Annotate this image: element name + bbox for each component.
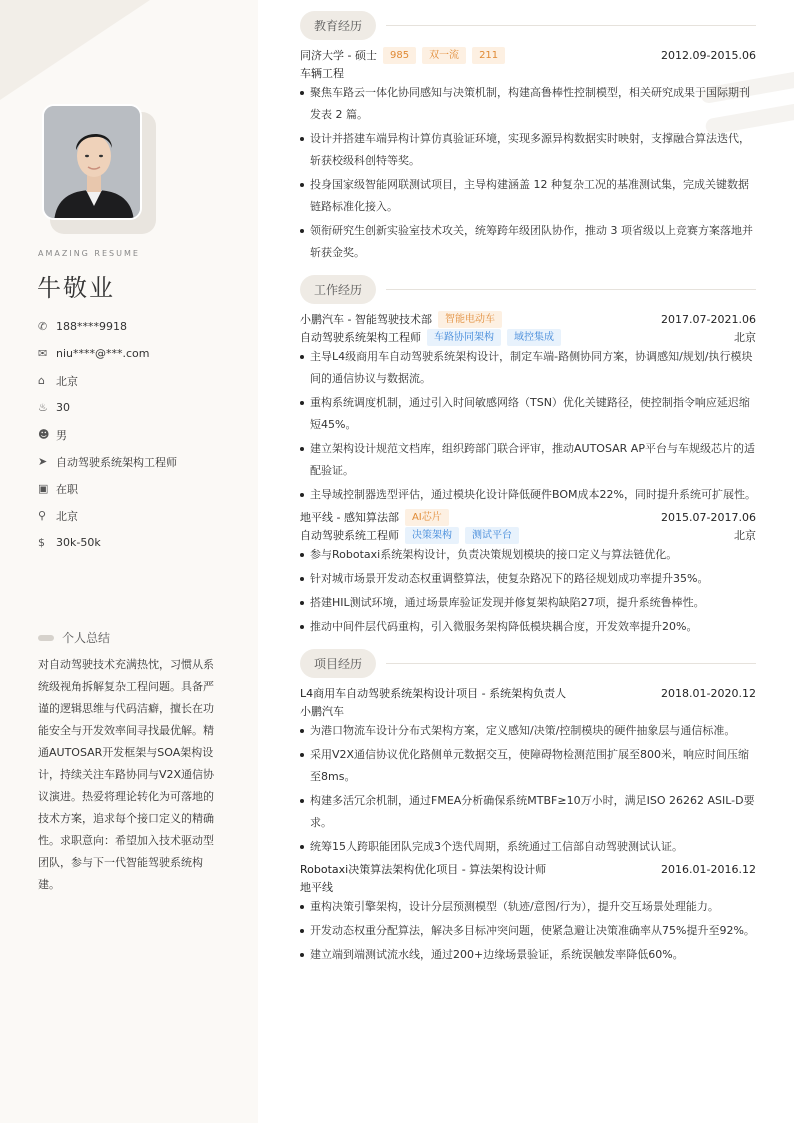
bullet-item: 投身国家级智能网联测试项目，主导构建涵盖 12 种复杂工况的基准测试集，完成关键数据链路标准化接入。: [300, 174, 756, 218]
bullet-item: 构建多活冗余机制，通过FMEA分析确保系统MTBF≥10万小时，满足ISO 26262 ASIL-D要求。: [300, 790, 756, 834]
bullet-item: 针对城市场景开发动态权重调整算法，使复杂路况下的路径规划成功率提升35%。: [300, 568, 756, 590]
bullet-list: [300, 346, 756, 506]
tag-badge: 域控集成: [507, 329, 561, 346]
major: 车辆工程: [300, 67, 344, 80]
work-entry-header: [300, 310, 756, 328]
work-section: [300, 274, 756, 304]
work-entry-header: [300, 508, 756, 526]
salary-icon: $: [38, 536, 45, 549]
education-entry-left: [300, 47, 505, 64]
date-range: 2012.09-2015.06: [661, 48, 756, 62]
company-name: 地平线 - 感知算法部: [300, 511, 399, 524]
bullet-item: 推动中间件层代码重构，引入微服务架构降低模块耦合度，开发效率提升20%。: [300, 616, 756, 638]
info-row: [38, 421, 177, 448]
projects-section-title: 项目经历: [300, 649, 376, 678]
home-icon: ⌂: [38, 374, 45, 387]
role-left: [300, 527, 519, 544]
bullet-list: [300, 720, 756, 858]
bullet-item: 参与Robotaxi系统架构设计，负责决策规划模块的接口定义与算法链优化。: [300, 544, 756, 566]
bullet-item: 重构系统调度机制，通过引入时间敏感网络（TSN）优化关键路径，使控制指令响应延迟缩短45%。: [300, 392, 756, 436]
info-row: [38, 448, 177, 475]
tag-badge: AI芯片: [405, 509, 449, 526]
bullet-item: 主导L4级商用车自动驾驶系统架构设计，制定车端-路侧协同方案，协调感知/规划/执行模块间的通信协议与数据流。: [300, 346, 756, 390]
role-title: 自动驾驶系统架构工程师: [300, 331, 421, 344]
company-name: 小鹏汽车 - 智能驾驶技术部: [300, 313, 432, 326]
bullet-list: [300, 82, 756, 264]
divider: [386, 25, 756, 26]
personal-info-list: [38, 313, 177, 556]
summary-heading: [38, 629, 110, 646]
main-content: [300, 10, 756, 968]
project-entry-header: [300, 684, 756, 702]
work-entry-left: [300, 311, 502, 328]
bullet-item: 建立端到端测试流水线，通过200+边缘场景验证，系统误触发率降低60%。: [300, 944, 756, 966]
role-line: [300, 526, 756, 544]
bullet-list: [300, 896, 756, 966]
candidate-name: 牛敬业: [37, 274, 115, 302]
info-text: niu****@***.com: [56, 347, 150, 360]
info-text: 北京: [56, 374, 78, 388]
tag-badge: 双一流: [422, 47, 466, 64]
info-row: [38, 394, 177, 421]
bullet-item: 重构决策引擎架构，设计分层预测模型（轨迹/意图/行为），提升交互场景处理能力。: [300, 896, 756, 918]
info-text: 男: [56, 428, 67, 442]
info-text: 30: [56, 401, 70, 414]
corner-decoration: [0, 0, 150, 100]
projects-section: [300, 648, 756, 678]
info-row: [38, 340, 177, 367]
tag-badge: 测试平台: [465, 527, 519, 544]
bullet-item: 搭建HIL测试环境，通过场景库验证发现并修复架构缺陷27项，提升系统鲁棒性。: [300, 592, 756, 614]
bullet-list: [300, 544, 756, 638]
work-entry-left: [300, 509, 449, 526]
education-entry-header: [300, 46, 756, 64]
info-text: 188****9918: [56, 320, 127, 333]
project-name: Robotaxi决策算法架构优化项目 - 算法架构设计师: [300, 863, 547, 876]
info-row: [38, 313, 177, 340]
cake-icon: ♨: [38, 401, 48, 414]
spacer: [300, 266, 756, 274]
location-pin-icon: ⚲: [38, 509, 47, 522]
project-name: L4商用车自动驾驶系统架构设计项目 - 系统架构负责人: [300, 687, 567, 700]
mail-icon: ✉: [38, 347, 48, 360]
info-row: [38, 367, 177, 394]
tagline: AMAZING RESUME: [38, 249, 140, 258]
role-line: [300, 328, 756, 346]
bullet-item: 开发动态权重分配算法，解决多目标冲突问题，使紧急避让决策准确率从75%提升至92%。: [300, 920, 756, 942]
bullet-item: 设计并搭建车端异构计算仿真验证环境，实现多源异构数据实时映射，支撑融合算法迭代，斩获校级科创特等奖。: [300, 128, 756, 172]
bullet-item: 领衔研究生创新实验室技术攻关，统筹跨年级团队协作，推动 3 项省级以上竞赛方案落地并斩获金奖。: [300, 220, 756, 264]
date-range: 2015.07-2017.06: [661, 510, 756, 524]
work-location: 北京: [734, 529, 756, 542]
info-text: 在职: [56, 482, 78, 496]
summary-bar-decoration: [38, 635, 54, 641]
date-range: 2017.07-2021.06: [661, 312, 756, 326]
work-section-title: 工作经历: [300, 275, 376, 304]
bullet-item: 聚焦车路云一体化协同感知与决策机制，构建高鲁棒性控制模型，相关研究成果于国际期刊发表 2 篇。: [300, 82, 756, 126]
briefcase-icon: ▣: [38, 482, 49, 495]
role-left: [300, 329, 561, 346]
spacer: [300, 640, 756, 648]
date-range: 2016.01-2016.12: [661, 862, 756, 876]
date-range: 2018.01-2020.12: [661, 686, 756, 700]
divider: [386, 663, 756, 664]
tag-badge: 车路协同架构: [427, 329, 501, 346]
tag-badge: 决策架构: [405, 527, 459, 544]
tag-badge: 985: [383, 47, 416, 64]
bullet-item: 建立架构设计规范文档库，组织跨部门联合评审，推动AUTOSAR AP平台与车规级芯片的适配验证。: [300, 438, 756, 482]
project-org: 小鹏汽车: [300, 705, 344, 718]
info-row: [38, 529, 177, 556]
avatar-photo: [42, 104, 142, 220]
summary-title: 个人总结: [62, 631, 111, 645]
bullet-item: 主导域控制器选型评估，通过模块化设计降低硬件BOM成本22%，同时提升系统可扩展性。: [300, 484, 756, 506]
divider: [386, 289, 756, 290]
avatar: [42, 104, 142, 220]
summary-text: 对自动驾驶技术充满热忱，习惯从系统级视角拆解复杂工程问题。具备严谨的逻辑思维与代码洁癖，擅长在功能安全与开发效率间寻找最优解。精通AUTOSAR开发框架与SOA架构设计，持续关注车路协同与V2X通信协议演进。热爱将理论转化为可落地的技术方案，追求每个接口定义的精确性。求职意向：希望加入技术驱动型团队，参与下一代智能驾驶系统构建。: [38, 658, 215, 891]
bullet-item: 统筹15人跨职能团队完成3个迭代周期，系统通过工信部自动驾驶测试认证。: [300, 836, 756, 858]
tag-badge: 智能电动车: [438, 311, 502, 328]
project-entry-header: [300, 860, 756, 878]
education-section: [300, 10, 756, 40]
school-name: 同济大学 - 硕士: [300, 49, 377, 62]
bullet-item: 为港口物流车设计分布式架构方案，定义感知/决策/控制模块的硬件抽象层与通信标准。: [300, 720, 756, 742]
tag-badge: 211: [472, 47, 505, 64]
work-location: 北京: [734, 331, 756, 344]
info-row: [38, 502, 177, 529]
info-text: 北京: [56, 509, 78, 523]
phone-icon: ✆: [38, 320, 48, 333]
info-text: 30k-50k: [56, 536, 101, 549]
education-section-title: 教育经历: [300, 11, 376, 40]
sidebar: [0, 0, 258, 1123]
role-title: 自动驾驶系统工程师: [300, 529, 399, 542]
info-row: [38, 475, 177, 502]
info-text: 自动驾驶系统架构工程师: [56, 455, 177, 469]
bullet-item: 采用V2X通信协议优化路侧单元数据交互，使障碍物检测范围扩展至800米，响应时间压缩至8ms。: [300, 744, 756, 788]
project-org: 地平线: [300, 881, 333, 894]
gender-icon: ☻: [38, 428, 50, 441]
send-icon: ➤: [38, 455, 48, 468]
